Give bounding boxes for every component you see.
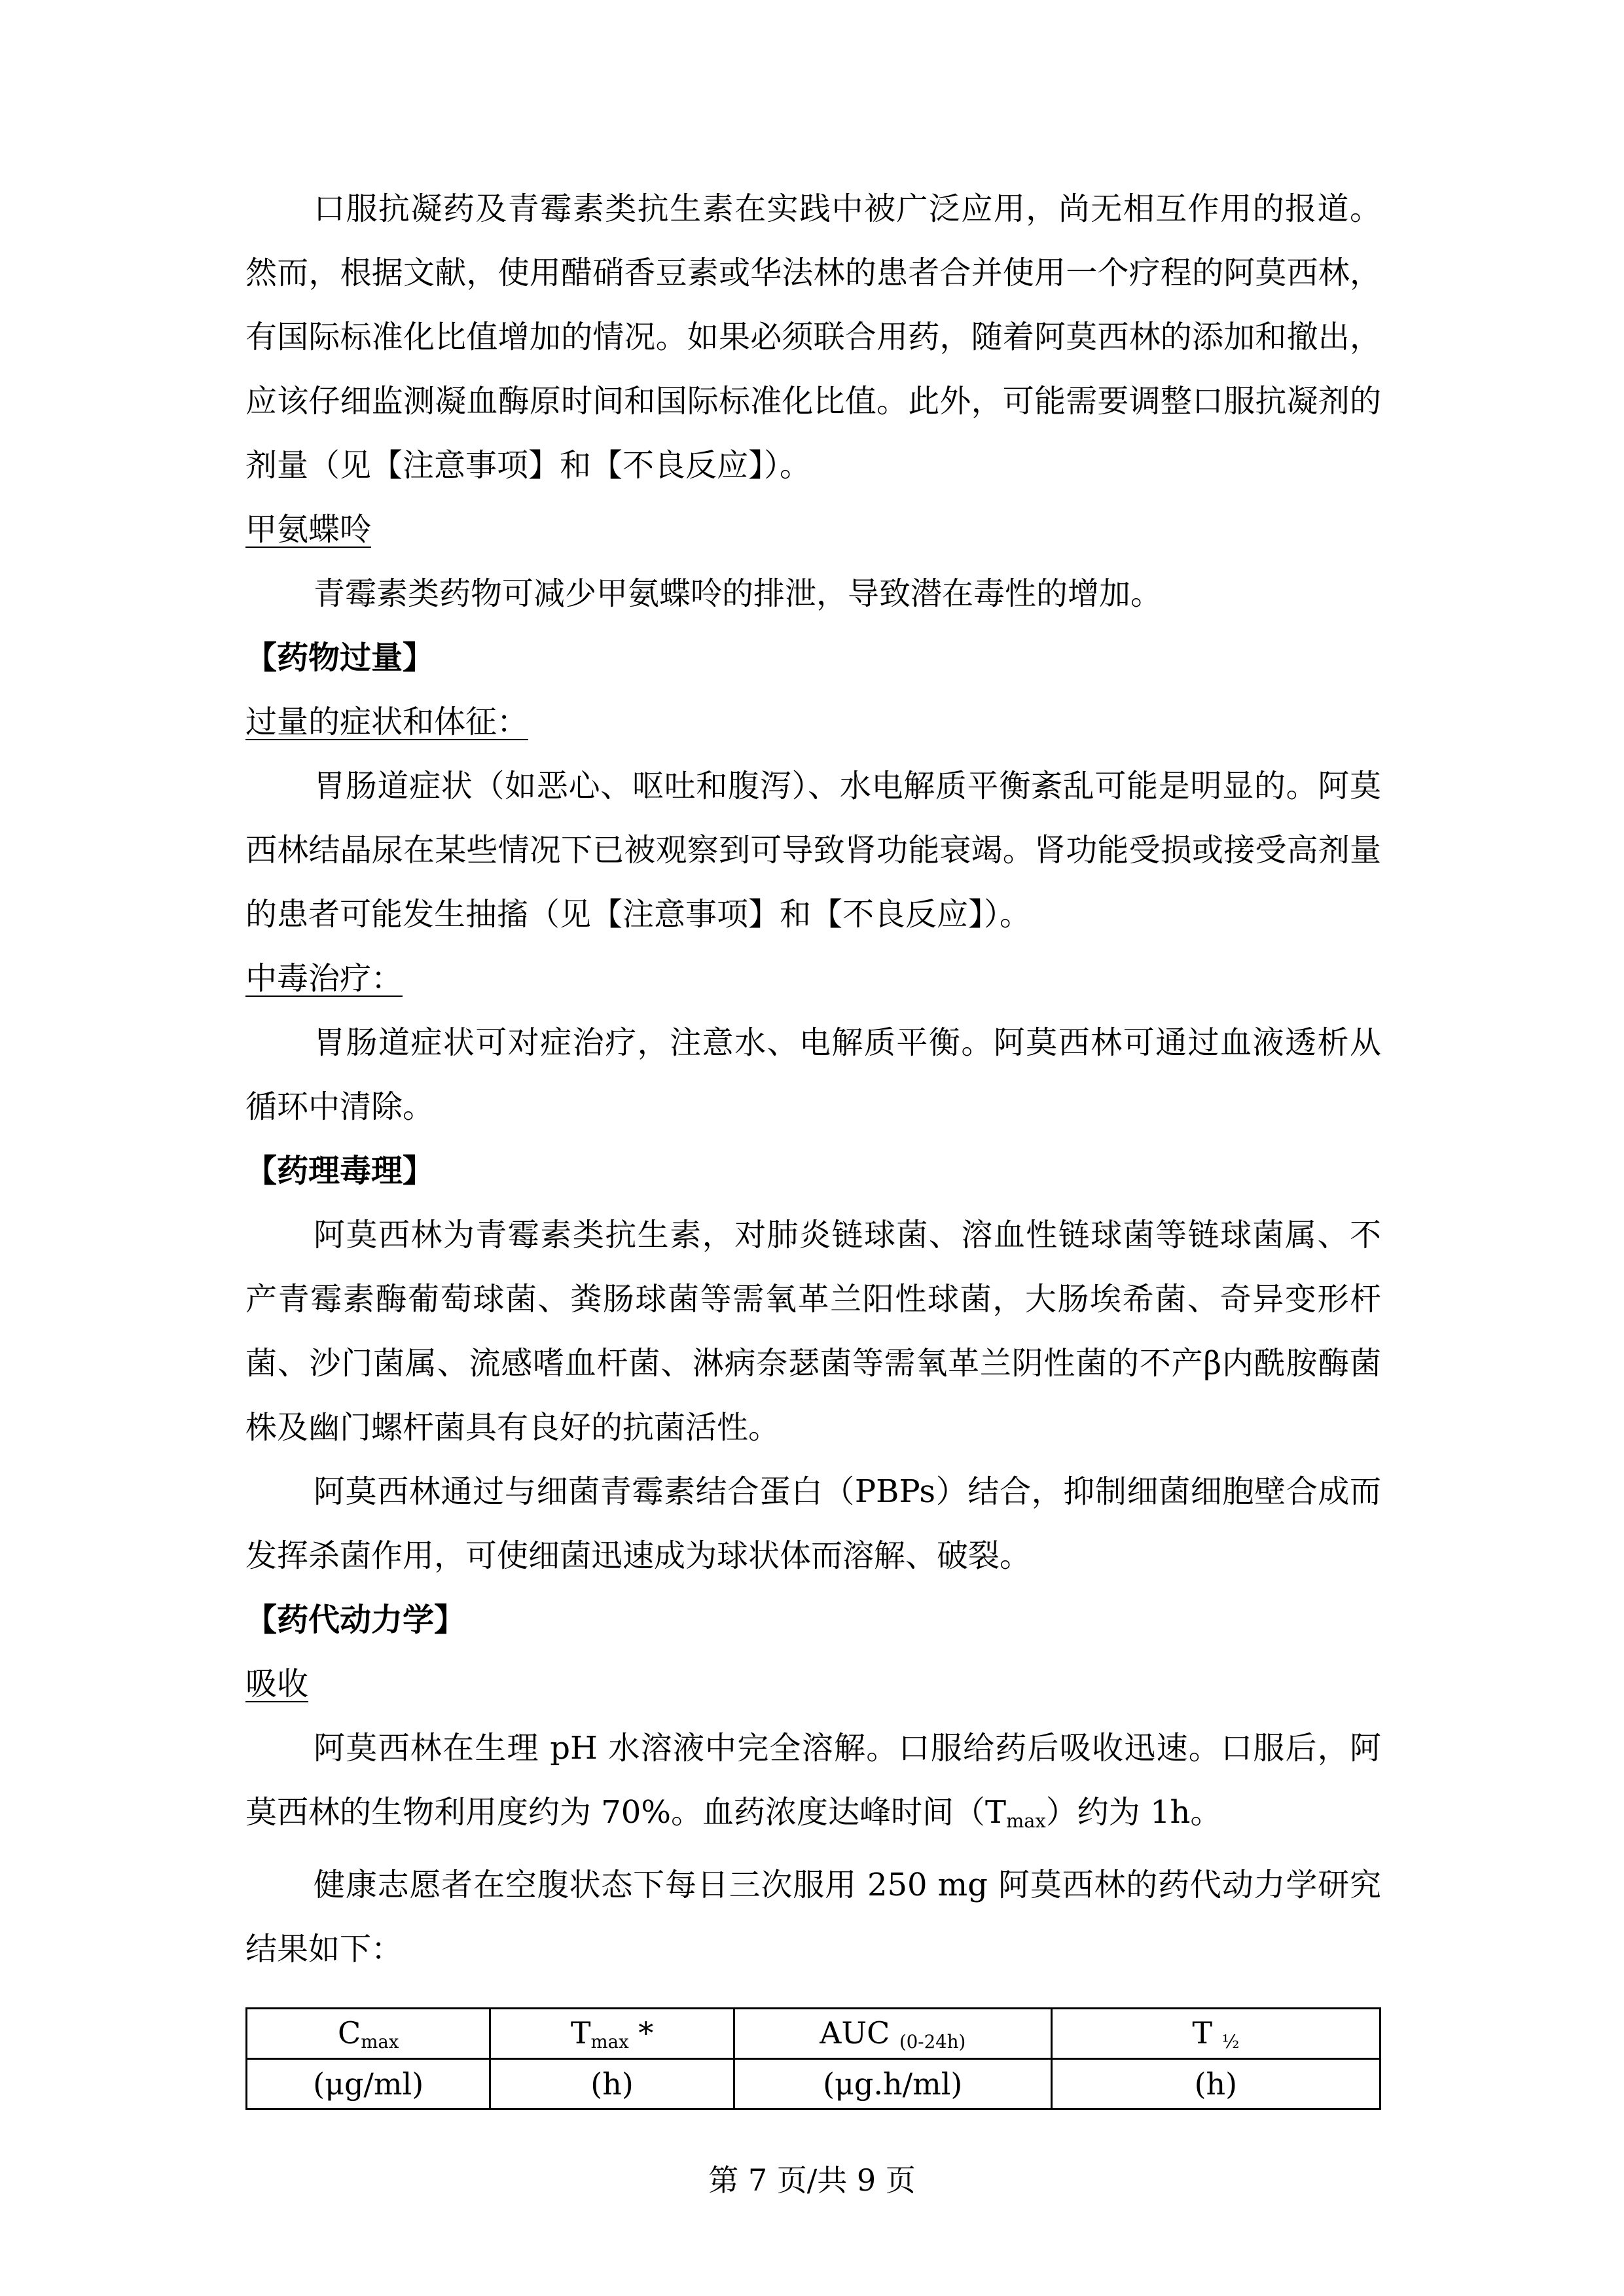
paragraph-study: 健康志愿者在空腹状态下每日三次服用 250 mg 阿莫西林的药代动力学研究结果如下： [245,1867,1381,1968]
unit-cell: (h) [1051,2059,1380,2109]
document-body [245,177,1381,2110]
header-cmax: $C_{max}$ [247,2009,490,2059]
heading-treatment: 中毒治疗： [245,960,403,997]
heading-absorption: 吸收 [245,1666,309,1702]
unit-cell: (μg.h/ml) [734,2059,1051,2109]
absorption-text-a: 阿莫西林在生理 pH 水溶液中完全溶解。口服给药后吸收迅速。口服后，阿莫西林的生物利用度约为 70%。血药浓度达峰时间（T [245,1730,1381,1831]
table-units-row [247,2059,1380,2109]
paragraph-symptoms: 胃肠道症状（如恶心、呕吐和腹泻）、水电解质平衡紊乱可能是明显的。阿莫西林结晶尿在某些情况下已被观察到可导致肾功能衰竭。肾功能受损或接受高剂量的患者可能发生抽搐（见【注意事项】和【不良反应】）。 [245,768,1381,933]
table-header-row [247,2009,1380,2059]
pk-table [245,2007,1381,2110]
heading-overdose: 【药物过量】 [245,639,435,676]
absorption-tmax-sub: max [1005,1810,1046,1833]
header-auc: AUC $_{(0-24h)}$ [734,2009,1051,2059]
absorption-text-b: ）约为 1h。 [1045,1794,1222,1831]
paragraph-absorption [245,1716,1381,1853]
heading-methotrexate: 甲氨蝶呤 [245,511,372,548]
paragraph-methotrexate: 青霉素类药物可减少甲氨蝶呤的排泄，导致潜在毒性的增加。 [314,575,1163,612]
page-footer: 第 7 页/共 9 页 [708,2162,916,2198]
unit-cell: (h) [490,2059,734,2109]
paragraph-pharmacology-1: 阿莫西林为青霉素类抗生素，对肺炎链球菌、溶血性链球菌等链球菌属、不产青霉素酶葡萄球菌、粪肠球菌等需氧革兰阳性球菌，大肠埃希菌、奇异变形杆菌、沙门菌属、流感嗜血杆菌、淋病奈瑟菌等需氧革兰阴性菌的不产β内酰胺酶菌株及幽门螺杆菌具有良好的抗菌活性。 [245,1217,1381,1446]
heading-symptoms: 过量的症状和体征： [245,704,529,740]
header-tmax: $T_{max}$ * [490,2009,734,2059]
header-half-life: T $_{\frac{1}{2}}$ [1051,2009,1380,2059]
heading-pharmacokinetics: 【药代动力学】 [245,1602,466,1638]
paragraph-anticoagulant: 口服抗凝药及青霉素类抗生素在实践中被广泛应用，尚无相互作用的报道。然而，根据文献，使用醋硝香豆素或华法林的患者合并使用一个疗程的阿莫西林，有国际标准化比值增加的情况。如果必须联合用药，随着阿莫西林的添加和撤出，应该仔细监测凝血酶原时间和国际标准化比值。此外，可能需要调整口服抗凝剂的剂量（见【注意事项】和【不良反应】）。 [245,190,1381,484]
paragraph-treatment: 胃肠道症状可对症治疗，注意水、电解质平衡。阿莫西林可通过血液透析从循环中清除。 [245,1024,1381,1125]
unit-cell: (μg/ml) [247,2059,490,2109]
paragraph-pharmacology-2: 阿莫西林通过与细菌青霉素结合蛋白（PBPs）结合，抑制细菌细胞壁合成而发挥杀菌作用，可使细菌迅速成为球状体而溶解、破裂。 [245,1473,1381,1574]
heading-pharmacology: 【药理毒理】 [245,1153,435,1189]
